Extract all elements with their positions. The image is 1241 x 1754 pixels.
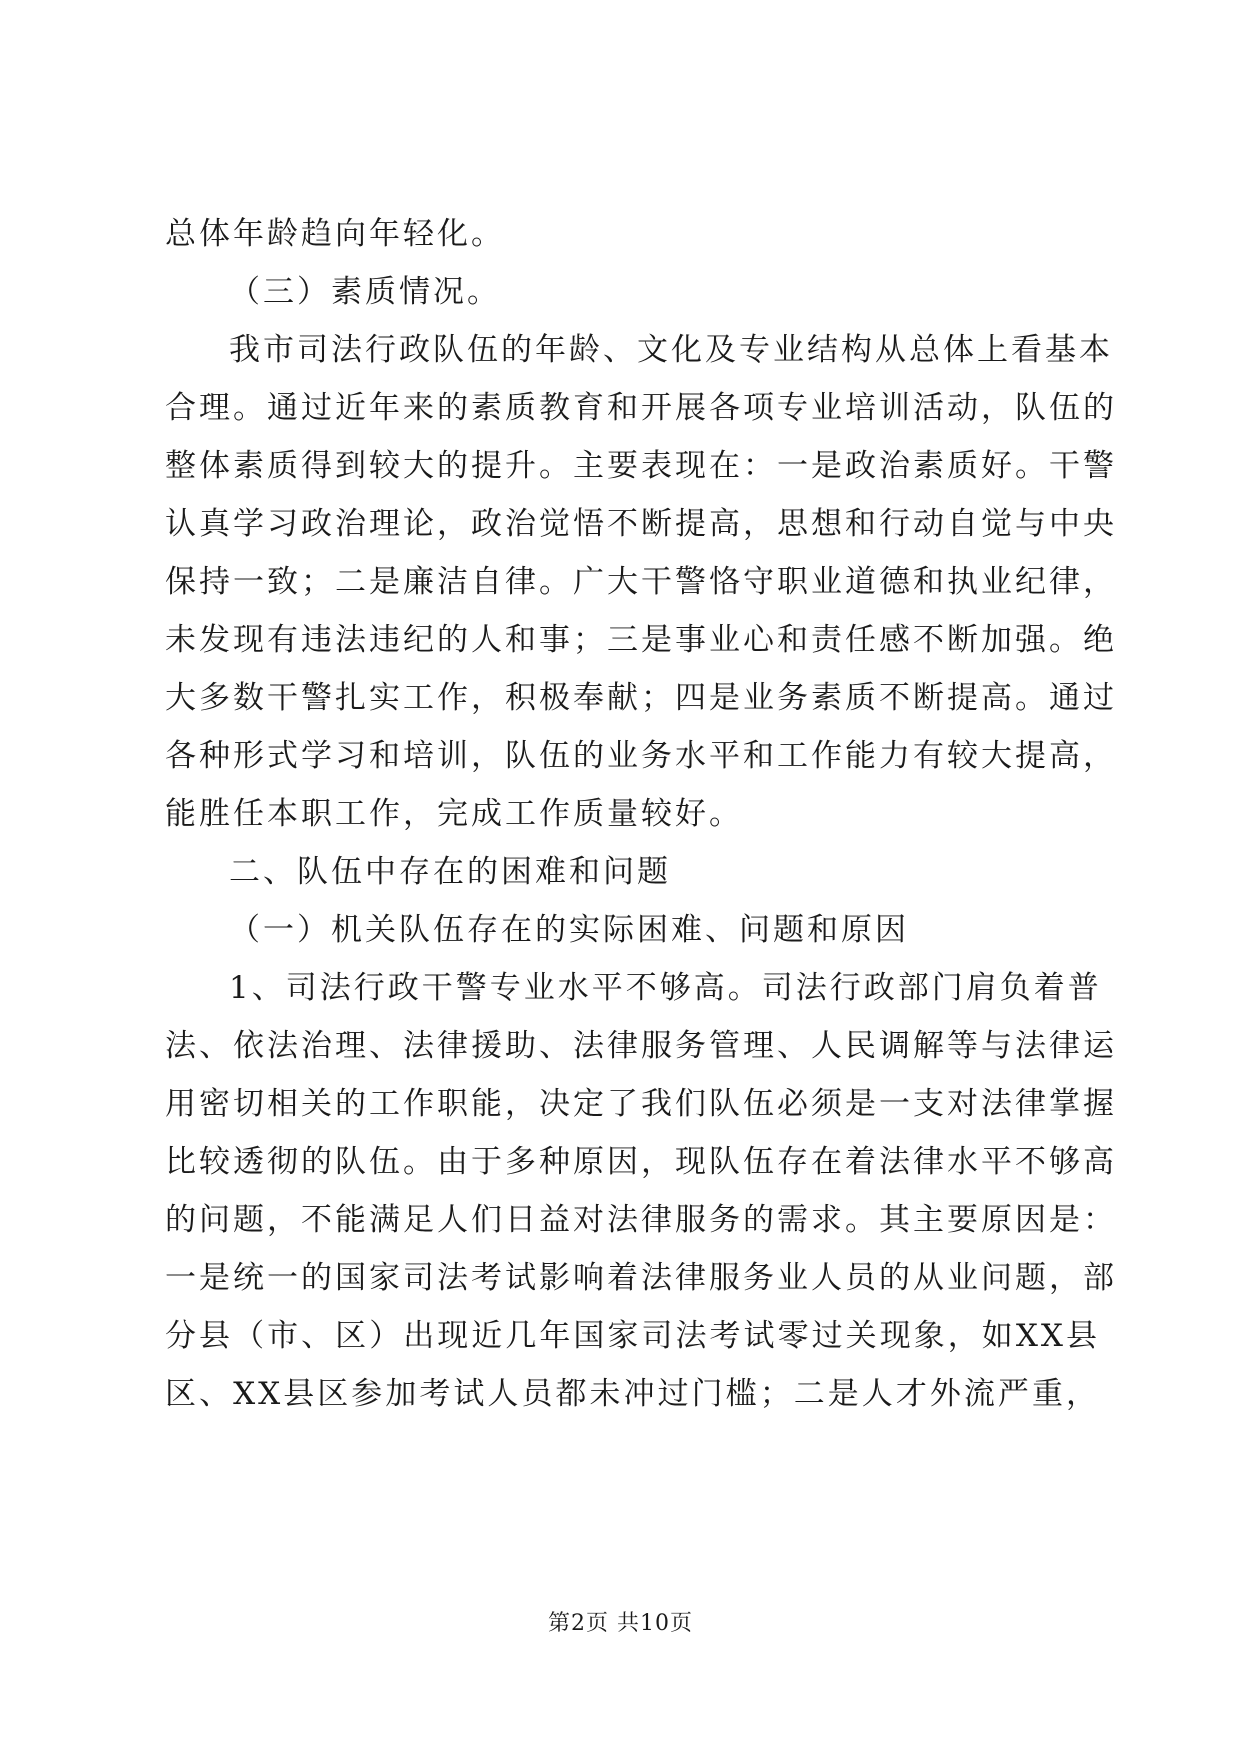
text-line: （三）素质情况。 <box>229 274 501 310</box>
text-line: 一是统一的国家司法考试影响着法律服务业人员的从业问题，部 <box>165 1260 1117 1296</box>
text-line: 大多数干警扎实工作，积极奉献；四是业务素质不断提高。通过 <box>165 680 1117 716</box>
text-line: 分县（市、区）出现近几年国家司法考试零过关现象，如XX县 <box>165 1318 1100 1354</box>
text-line: 认真学习政治理论，政治觉悟不断提高，思想和行动自觉与中央 <box>165 506 1117 542</box>
text-line: 二、队伍中存在的困难和问题 <box>229 854 671 890</box>
text-line: 保持一致；二是廉洁自律。广大干警恪守职业道德和执业纪律， <box>165 564 1117 600</box>
document-body <box>165 205 1117 1423</box>
text-line: 合理。通过近年来的素质教育和开展各项专业培训活动，队伍的 <box>165 390 1117 426</box>
text-line: 用密切相关的工作职能，决定了我们队伍必须是一支对法律掌握 <box>165 1086 1117 1122</box>
text-line: 未发现有违法违纪的人和事；三是事业心和责任感不断加强。绝 <box>165 622 1117 658</box>
text-line: 比较透彻的队伍。由于多种原因，现队伍存在着法律水平不够高 <box>165 1144 1117 1180</box>
text-line: 整体素质得到较大的提升。主要表现在：一是政治素质好。干警 <box>165 448 1117 484</box>
text-line: 总体年龄趋向年轻化。 <box>165 216 505 252</box>
text-line: 1、司法行政干警专业水平不够高。司法行政部门肩负着普 <box>229 970 1102 1006</box>
text-line: 法、依法治理、法律援助、法律服务管理、人民调解等与法律运 <box>165 1028 1117 1064</box>
text-line: 我市司法行政队伍的年龄、文化及专业结构从总体上看基本 <box>229 332 1113 368</box>
text-line: 的问题，不能满足人们日益对法律服务的需求。其主要原因是： <box>165 1202 1117 1238</box>
text-line: 区、XX县区参加考试人员都未冲过门槛；二是人才外流严重， <box>165 1376 1100 1412</box>
page-footer: 第2页 共10页 <box>548 1611 693 1636</box>
text-line: 能胜任本职工作，完成工作质量较好。 <box>165 796 743 832</box>
text-line: （一）机关队伍存在的实际困难、问题和原因 <box>229 912 909 948</box>
text-line: 各种形式学习和培训，队伍的业务水平和工作能力有较大提高， <box>165 738 1117 774</box>
